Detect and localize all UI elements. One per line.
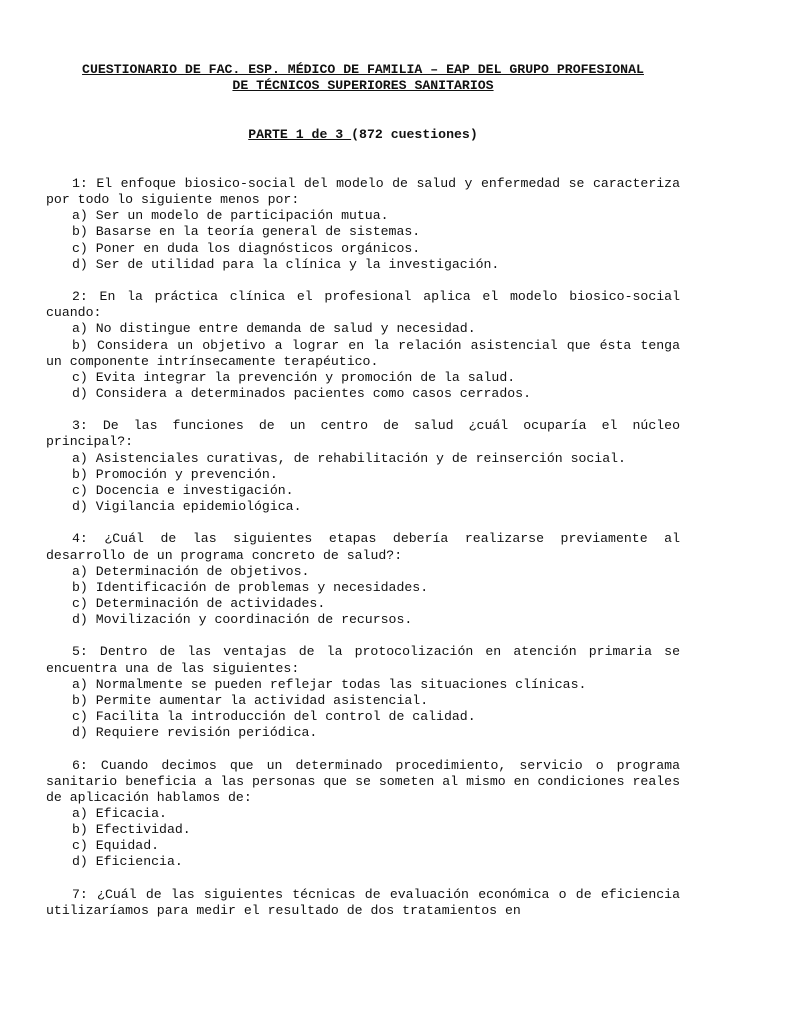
option-d: d) Requiere revisión periódica. bbox=[72, 725, 318, 741]
option-d: d) Eficiencia. bbox=[72, 854, 183, 870]
question-3 bbox=[46, 418, 680, 515]
question-stem: 1: El enfoque biosico-social del modelo de salud y enfermedad se caracteriza por todo lo siguiente menos por: bbox=[46, 176, 680, 208]
option-a: a) Asistenciales curativas, de rehabilitación y de reinserción social. bbox=[72, 450, 626, 466]
question-stem: 4: ¿Cuál de las siguientes etapas debería realizarse previamente al desarrollo de un programa concreto de salud?: bbox=[46, 531, 680, 563]
question-list bbox=[46, 176, 680, 935]
option-c: c) Poner en duda los diagnósticos orgánicos. bbox=[72, 240, 421, 256]
option-b: b) Basarse en la teoría general de sistemas. bbox=[72, 224, 421, 240]
question-1 bbox=[46, 176, 680, 273]
option-d: d) Ser de utilidad para la clínica y la investigación. bbox=[72, 256, 500, 272]
part-heading bbox=[46, 127, 680, 143]
option-a: a) Eficacia. bbox=[72, 806, 167, 822]
option-c: c) Facilita la introducción del control de calidad. bbox=[72, 709, 476, 725]
document-title bbox=[46, 62, 680, 94]
option-d: d) Movilización y coordinación de recursos. bbox=[72, 612, 413, 628]
option-c: c) Determinación de actividades. bbox=[72, 596, 326, 612]
question-7 bbox=[46, 887, 680, 919]
option-a: a) No distingue entre demanda de salud y necesidad. bbox=[72, 321, 476, 337]
title-line-1: CUESTIONARIO DE FAC. ESP. MÉDICO DE FAMILIA – EAP DEL GRUPO PROFESIONAL bbox=[82, 62, 644, 77]
question-stem: 5: Dentro de las ventajas de la protocolización en atención primaria se encuentra una de las siguientes: bbox=[46, 644, 680, 676]
option-d: d) Considera a determinados pacientes como casos cerrados. bbox=[72, 386, 531, 402]
option-b: b) Identificación de problemas y necesidades. bbox=[72, 579, 429, 595]
question-stem: 2: En la práctica clínica el profesional aplica el modelo biosico-social cuando: bbox=[46, 289, 680, 321]
option-d: d) Vigilancia epidemiológica. bbox=[72, 499, 302, 515]
question-stem: 7: ¿Cuál de las siguientes técnicas de evaluación económica o de eficiencia utilizaríamos para medir el resultado de dos tratamientos en bbox=[46, 886, 680, 918]
option-c: c) Evita integrar la prevención y promoción de la salud. bbox=[72, 369, 516, 385]
option-b: b) Efectividad. bbox=[72, 822, 191, 838]
option-b: b) Promoción y prevención. bbox=[72, 466, 278, 482]
option-b: b) Permite aumentar la actividad asistencial. bbox=[72, 692, 429, 708]
option-c: c) Equidad. bbox=[72, 838, 160, 854]
question-stem: 6: Cuando decimos que un determinado procedimiento, servicio o programa sanitario beneficia a las personas que se someten al mismo en condiciones reales de aplicación hablamos de: bbox=[46, 757, 680, 805]
option-c: c) Docencia e investigación. bbox=[72, 482, 294, 498]
part-label: PARTE 1 de 3 bbox=[248, 127, 352, 142]
option-b: b) Considera un objetivo a lograr en la relación asistencial que ésta tenga un componente intrínsecamente terapéutico. bbox=[46, 337, 680, 369]
question-4 bbox=[46, 531, 680, 628]
question-stem: 3: De las funciones de un centro de salud ¿cuál ocuparía el núcleo principal?: bbox=[46, 418, 680, 450]
question-2 bbox=[46, 289, 680, 402]
option-a: a) Ser un modelo de participación mutua. bbox=[72, 208, 389, 224]
question-6 bbox=[46, 758, 680, 871]
option-a: a) Normalmente se pueden reflejar todas las situaciones clínicas. bbox=[72, 676, 587, 692]
title-line-2: DE TÉCNICOS SUPERIORES SANITARIOS bbox=[232, 78, 494, 93]
question-5 bbox=[46, 644, 680, 741]
part-count: (872 cuestiones) bbox=[351, 127, 478, 142]
option-a: a) Determinación de objetivos. bbox=[72, 563, 310, 579]
